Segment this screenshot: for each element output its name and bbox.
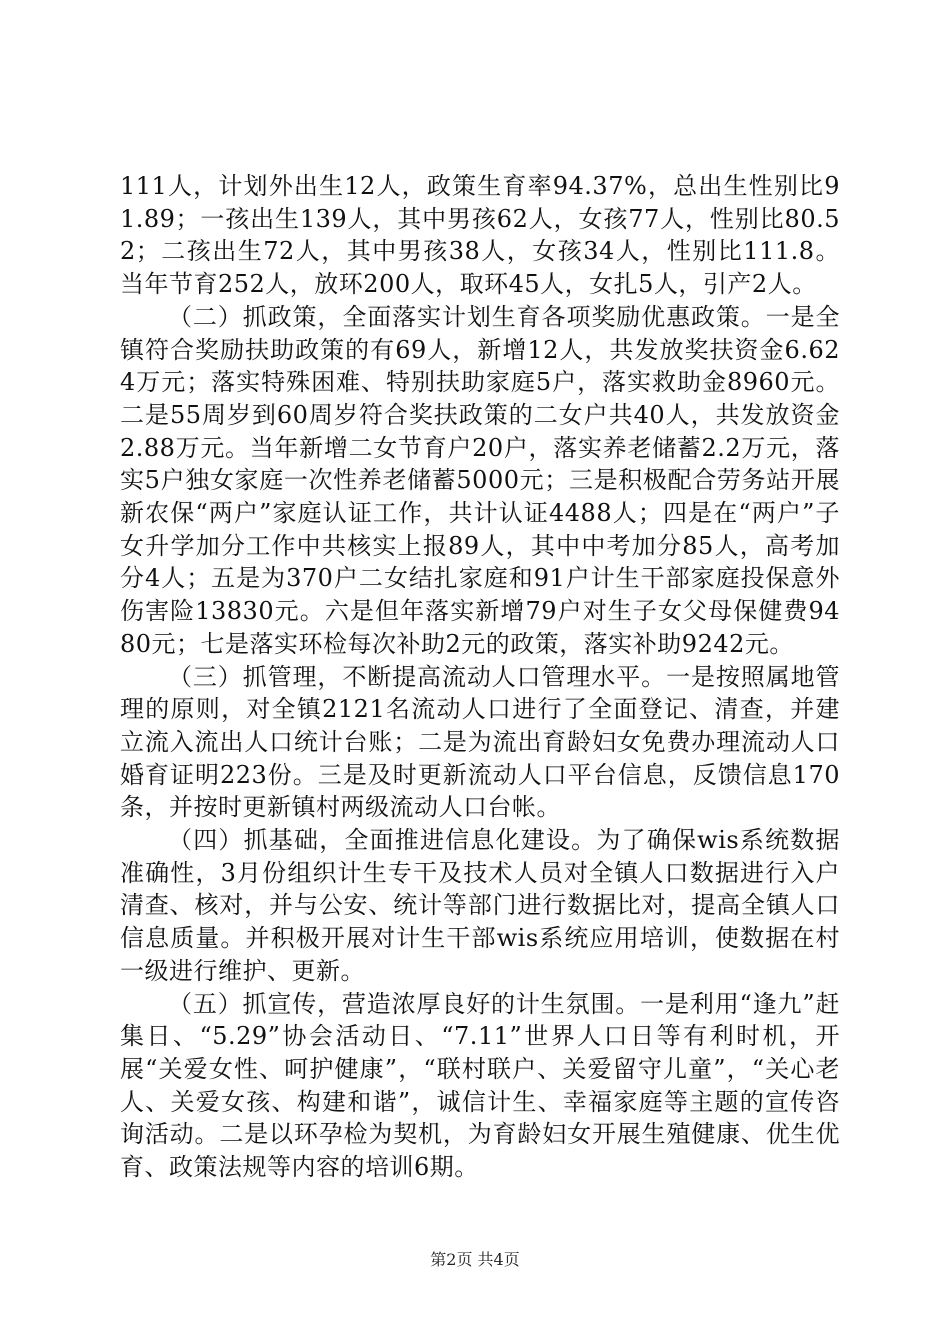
paragraph-birth-statistics: 111人，计划外出生12人，政策生育率94.37%，总出生性别比91.89；一孩出生139人，其中男孩62人，女孩77人，性别比80.52；二孩出生72人，其中男孩38人，女孩34人，性别比111.8。当年节育252人，放环200人，取环45人，女扎5人，引产2人。 — [120, 172, 840, 299]
paragraph-informatization: （四）抓基础，全面推进信息化建设。为了确保wis系统数据准确性，3月份组织计生专干及技术人员对全镇人口数据进行入户清查、核对，并与公安、统计等部门进行数据比对，提高全镇人口信息质量。并积极开展对计生干部wis系统应用培训，使数据在村一级进行维护、更新。 — [120, 826, 840, 985]
paragraph-publicity: （五）抓宣传，营造浓厚良好的计生氛围。一是利用“逢九”赶集日、“5.29”协会活动日、“7.11”世界人口日等有利时机，开展“关爱女性、呵护健康”，“联村联户、关爱留守儿童”，“关心老人、关爱女孩、构建和谐”，诚信计生、幸福家庭等主题的宣传咨询活动。二是以环孕检为契机，为育龄妇女开展生殖健康、优生优育、政策法规等内容的培训6期。 — [120, 989, 840, 1182]
paragraph-policy: （二）抓政策，全面落实计划生育各项奖励优惠政策。一是全镇符合奖励扶助政策的有69人，新增12人，共发放奖扶资金6.624万元；落实特殊困难、特别扶助家庭5户，落实救助金8960元。二是55周岁到60周岁符合奖扶政策的二女户共40人，共发放资金2.88万元。当年新增二女节育户20户，落实养老储蓄2.2万元，落实5户独女家庭一次性养老储蓄5000元；三是积极配合劳务站开展新农保“两户”家庭认证工作，共计认证4488人；四是在“两户”子女升学加分工作中共核实上报89人，其中中考加分85人，高考加分4人；五是为370户二女结扎家庭和91户计生干部家庭投保意外伤害险13830元。六是但年落实新增79户对生子女父母保健费9480元；七是落实环检每次补助2元的政策，落实补助9242元。 — [120, 302, 840, 658]
document-body — [120, 170, 840, 1184]
paragraph-management: （三）抓管理，不断提高流动人口管理水平。一是按照属地管理的原则，对全镇2121名流动人口进行了全面登记、清查，并建立流入流出人口统计台账；二是为流出育龄妇女免费办理流动人口婚育证明223份。三是及时更新流动人口平台信息，反馈信息170条，并按时更新镇村两级流动人口台帐。 — [120, 662, 840, 822]
page-number-footer: 第2页 共4页 — [430, 1250, 520, 1269]
